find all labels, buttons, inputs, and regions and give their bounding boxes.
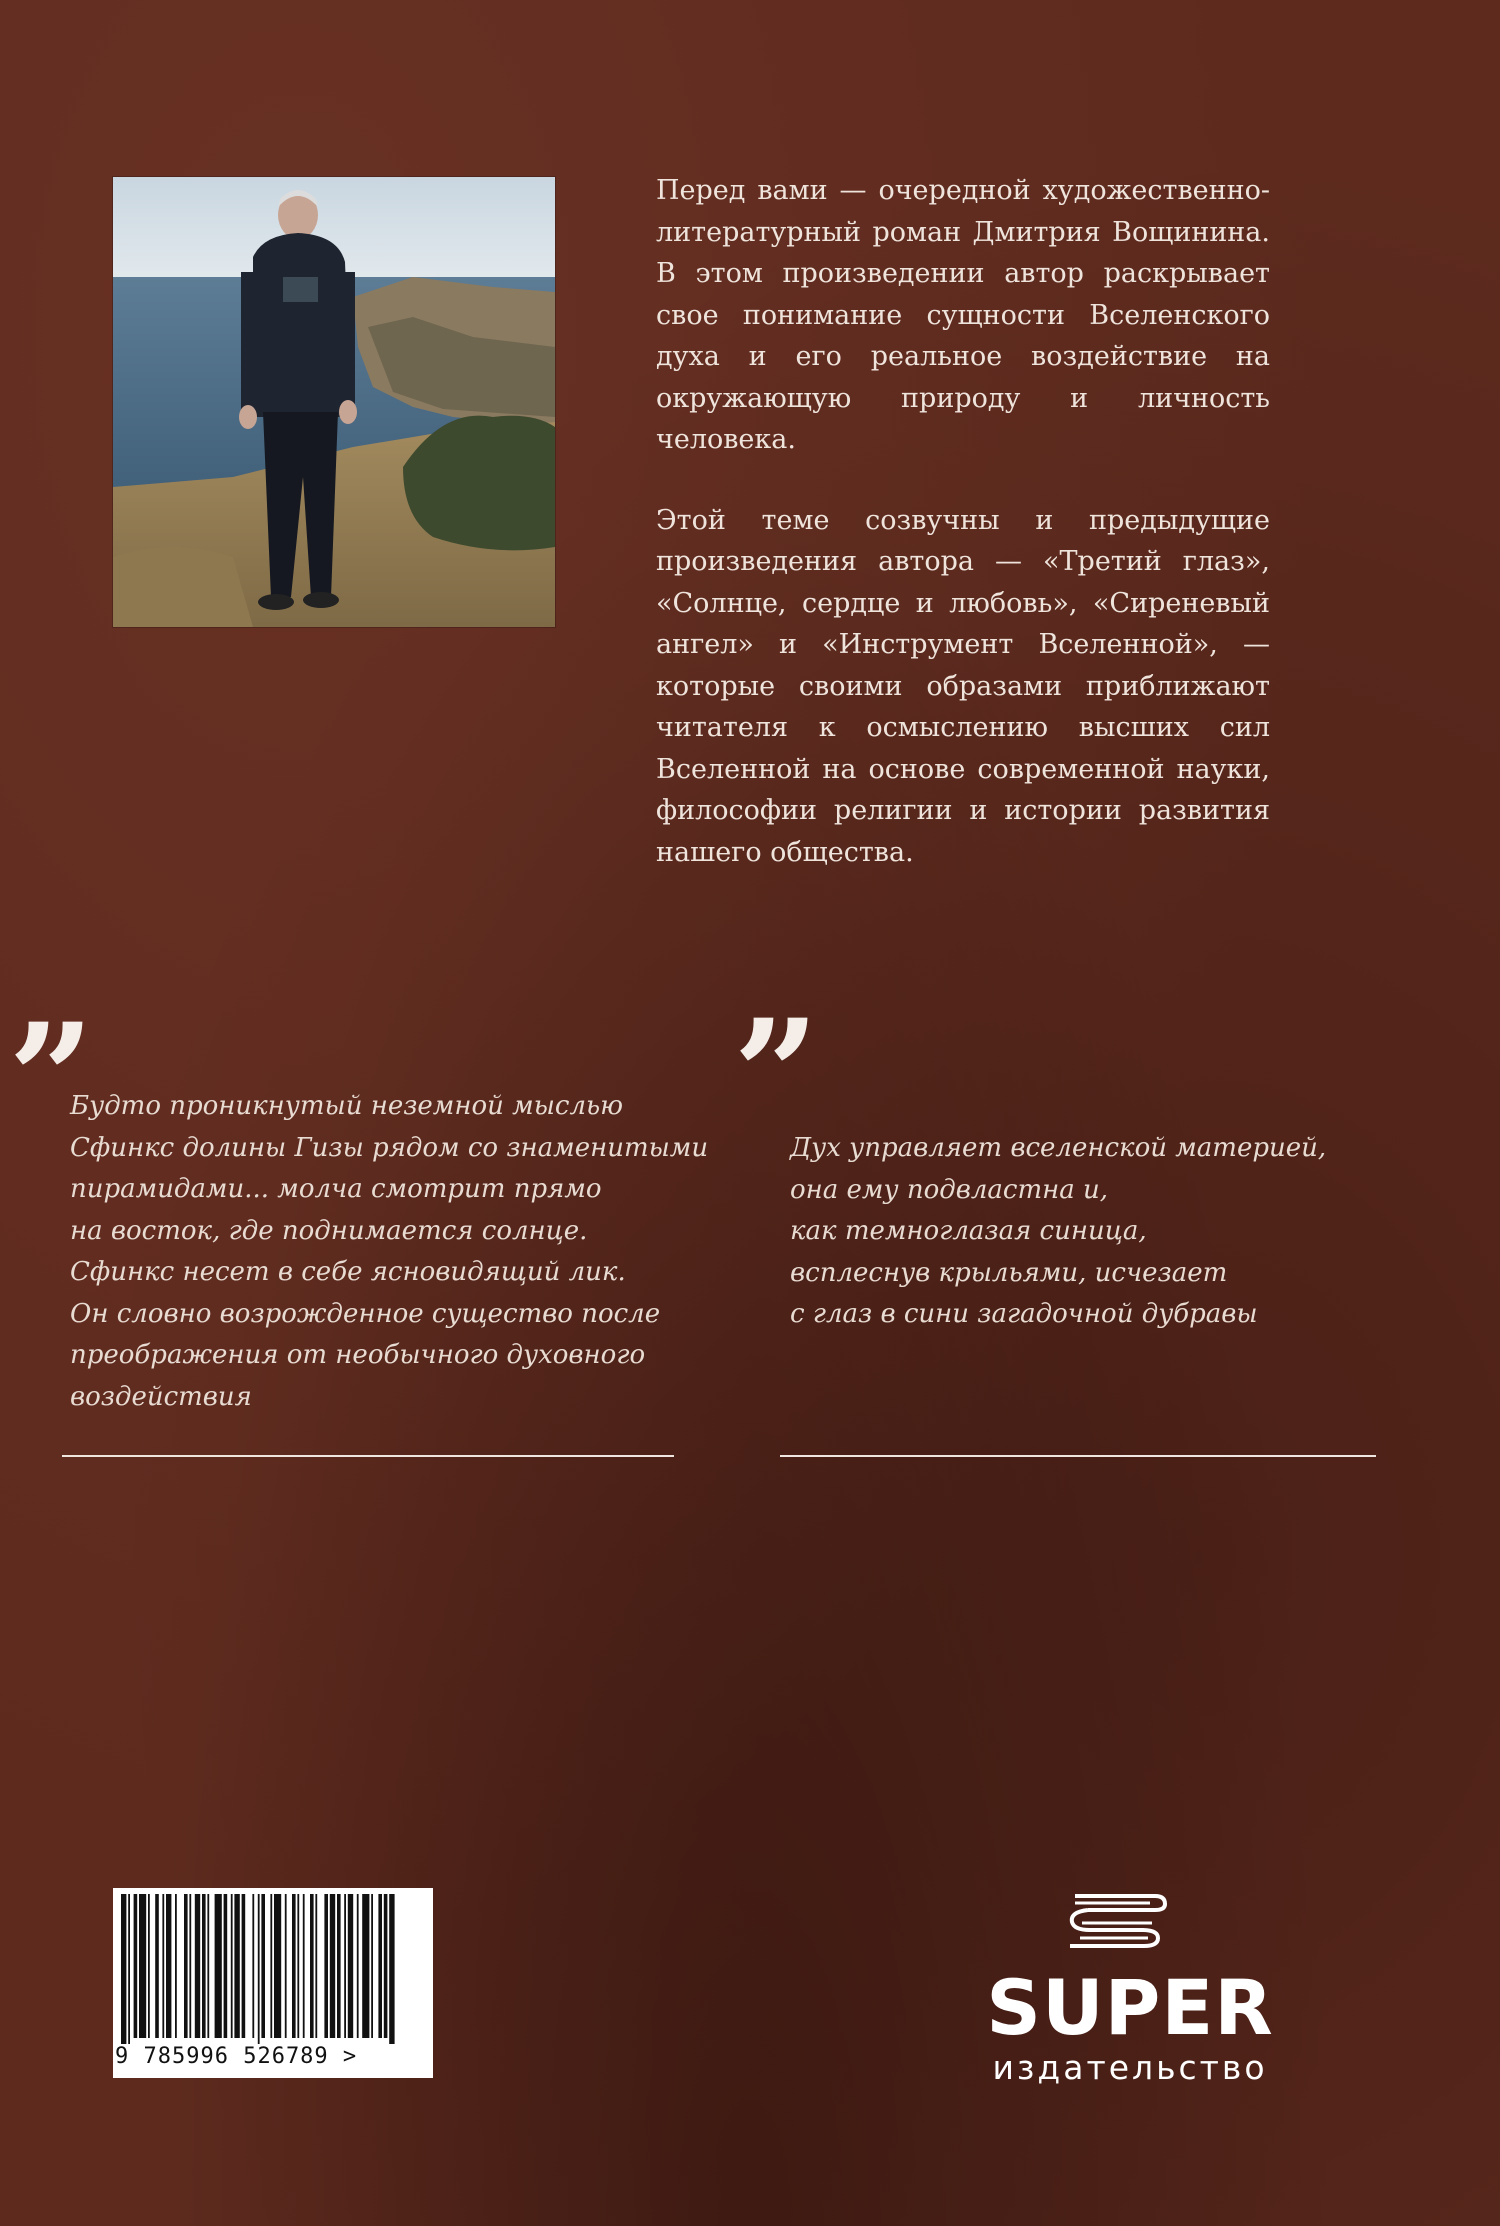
barcode-bar	[231, 1894, 233, 2038]
quote-line: на восток, где поднимается солнце.	[70, 1215, 588, 1246]
barcode-bar	[389, 1894, 394, 2044]
quote-line: пирамидами... молча смотрит прямо	[70, 1174, 602, 1204]
barcode-bar	[224, 1894, 228, 2038]
barcode-bar	[175, 1894, 177, 2038]
barcode-bar	[357, 1894, 359, 2038]
quote-line: преображения от необычного духовного	[70, 1340, 646, 1370]
barcode-bar	[310, 1894, 314, 2038]
quote-right	[790, 1128, 1390, 1336]
isbn-barcode	[113, 1888, 433, 2078]
barcode-bar	[324, 1894, 328, 2038]
quote-line: всплеснув крыльями, исчезает	[790, 1257, 1228, 1288]
super-logo-icon	[1060, 1890, 1170, 1950]
barcode-bar	[270, 1894, 272, 2038]
barcode-bar	[184, 1894, 188, 2038]
barcode-bar	[344, 1894, 346, 2038]
isbn-digits: 9 785996 526789 >	[115, 2044, 358, 2069]
quote-line: Он словно возрожденное существо после	[70, 1298, 661, 1329]
author-photo	[113, 177, 555, 627]
barcode-bar	[134, 1894, 138, 2038]
barcode-bar	[128, 1894, 130, 2044]
quote-line: Дух управляет вселенской материей,	[790, 1133, 1327, 1163]
barcode-bar	[371, 1894, 373, 2038]
barcode-bar	[362, 1894, 369, 2038]
barcode-bar	[384, 1894, 388, 2038]
quote-divider-left	[62, 1455, 674, 1457]
quote-line: воздействия	[70, 1381, 252, 1412]
barcode-bar	[166, 1894, 171, 2038]
barcode-bar	[315, 1894, 317, 2038]
barcode-bar	[155, 1894, 159, 2038]
barcode-bar	[207, 1894, 209, 2038]
barcode-bar	[337, 1894, 341, 2038]
barcode-bar	[148, 1894, 150, 2038]
barcode-bar	[202, 1894, 206, 2038]
quote-line: Будто проникнутый неземной мыслью	[70, 1091, 624, 1121]
publisher-logo	[980, 1890, 1280, 2090]
quote-line: Сфинкс несет в себе ясновидящий лик.	[70, 1257, 626, 1287]
barcode-bar	[292, 1894, 296, 2038]
barcode-bar	[252, 1894, 254, 2038]
barcode-bar	[261, 1894, 265, 2038]
barcode-bar	[121, 1894, 126, 2044]
barcode-bar	[258, 1894, 260, 2044]
quote-line: Сфинкс долины Гизы рядом со знаменитыми	[70, 1132, 709, 1163]
barcode-bar	[330, 1894, 335, 2038]
quote-line: с глаз в сини загадочной дубравы	[790, 1299, 1258, 1329]
barcode-bar	[234, 1894, 239, 2038]
barcode-bar	[215, 1894, 222, 2038]
barcode-bar	[195, 1894, 200, 2038]
barcode-icon	[113, 1888, 433, 2044]
quote-mark-right-icon: ”	[733, 987, 820, 1163]
publisher-subtitle: издательство	[992, 2048, 1268, 2087]
quote-line: как темноглазая синица,	[790, 1216, 1147, 1246]
barcode-bar	[297, 1894, 299, 2038]
quote-mark-left-icon: ”	[8, 991, 95, 1167]
barcode-bar	[274, 1894, 281, 2038]
barcode-bar	[348, 1894, 353, 2038]
quote-divider-right	[780, 1455, 1376, 1457]
barcode-bar	[162, 1894, 164, 2038]
barcode-bar	[285, 1894, 287, 2038]
publisher-name: SUPER	[986, 1963, 1274, 2052]
author-photo-icon	[113, 177, 555, 627]
intro-paragraph-1: Перед вами — очередной художественно-литературный роман Дмитрия Вощинина. В этом произведении автор раскрывает свое понимание сущности Вселенского духа и его реальное воздействие на окружающую природу и личность человека.	[656, 175, 1270, 455]
barcode-bar	[378, 1894, 382, 2038]
intro-paragraph-2: Этой теме созвучны и предыдущие произведения автора — «Третий глаз», «Солнце, сердце и любовь», «Сиреневый ангел» и «Инструмент Вселенной», — которые своими образами приближают читателя к осмыслению высших сил Вселенной на основе современной науки, философии религии и истории развития нашего общества.	[656, 504, 1270, 868]
barcode-bar	[303, 1894, 305, 2038]
barcode-bar	[189, 1894, 191, 2038]
barcode-bar	[139, 1894, 146, 2038]
quote-left	[70, 1086, 710, 1418]
barcode-bar	[242, 1894, 246, 2038]
intro-text	[656, 170, 1270, 912]
quote-line: она ему подвластна и,	[790, 1174, 1109, 1205]
